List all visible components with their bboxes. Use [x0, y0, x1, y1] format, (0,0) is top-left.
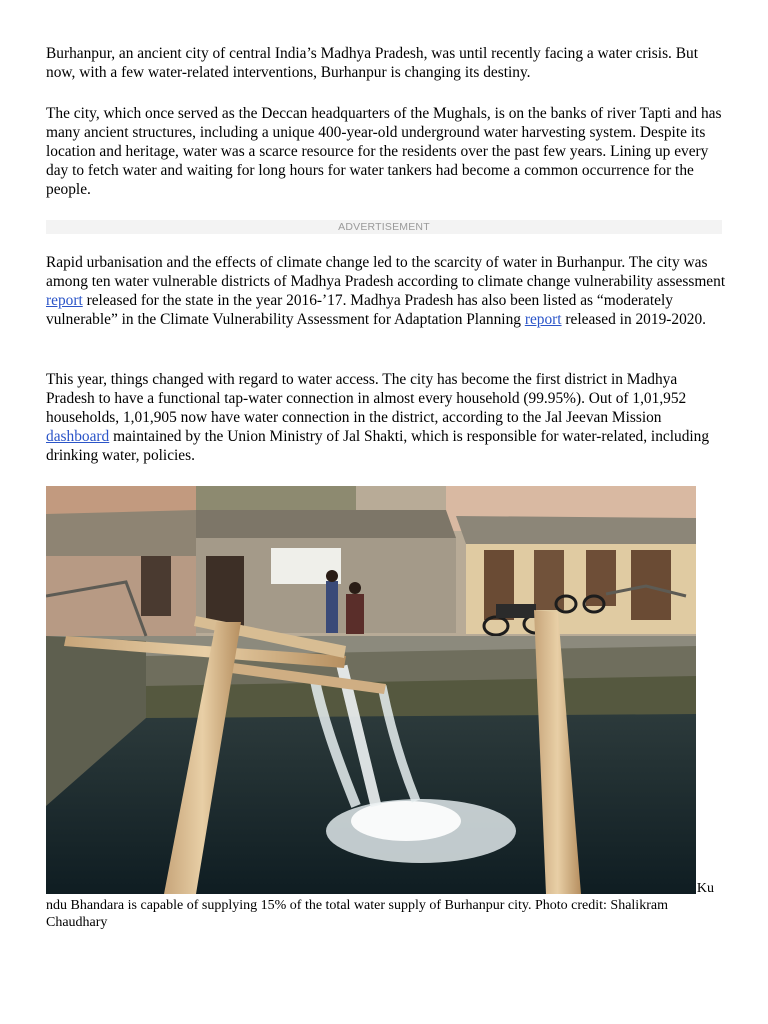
report-link-2016[interactable]: report — [46, 292, 83, 309]
paragraph-access-text-a: This year, things changed with regard to water access. The city has become the first district in Madhya Pradesh to have a functional tap-water connection in almost every household (99.95%). Out of 1,01,952 households, 1,01,905 now have water connection in the district, according to the Jal Jeevan Mission — [46, 371, 687, 426]
report-link-2019[interactable]: report — [524, 311, 562, 328]
paragraph-intro: Burhanpur, an ancient city of central India’s Madhya Pradesh, was until recently facing a water crisis. But now, with a few water-related interventions, Burhanpur is changing its destiny. — [46, 45, 698, 81]
paragraph-climate-text-a: Rapid urbanisation and the effects of climate change led to the scarcity of water in Burhanpur. The city was among ten water vulnerable districts of Madhya Pradesh according to climate change vulnerability assessment — [46, 254, 726, 290]
photo-caption — [46, 880, 726, 931]
paragraph-water-access — [46, 370, 726, 465]
paragraph-climate-text-b: released for the state in the year 2016-’17. Madhya Pradesh has also been listed as “moderately vulnerable” in the Climate Vulnerability Assessment for Adaptation Planning — [46, 292, 673, 328]
paragraph-climate — [46, 253, 726, 329]
paragraph-climate-text-c: released in 2019-2020. — [561, 311, 707, 328]
caption-prefix: Ku — [696, 881, 714, 896]
paragraph-access-text-b: maintained by the Union Ministry of Jal Shakti, which is responsible for water-related, including drinking water, policies. — [46, 428, 710, 464]
paragraph-history: The city, which once served as the Deccan headquarters of the Mughals, is on the banks of river Tapti and has many ancient structures, including a unique 400-year-old underground water harvesting system. Despite its location and heritage, water was a scarce resource for the residents over the past few years. Lining up every day to fetch water and waiting for long hours for water tankers had become a common occurrence for the people. — [46, 105, 722, 198]
dashboard-link[interactable]: dashboard — [46, 428, 110, 445]
advertisement-label: ADVERTISEMENT — [46, 220, 722, 234]
caption-text: ndu Bhandara is capable of supplying 15% of the total water supply of Burhanpur city. Photo credit: Shalikram Chaudhary — [46, 898, 668, 930]
kundu-bhandara-photo — [46, 486, 696, 894]
